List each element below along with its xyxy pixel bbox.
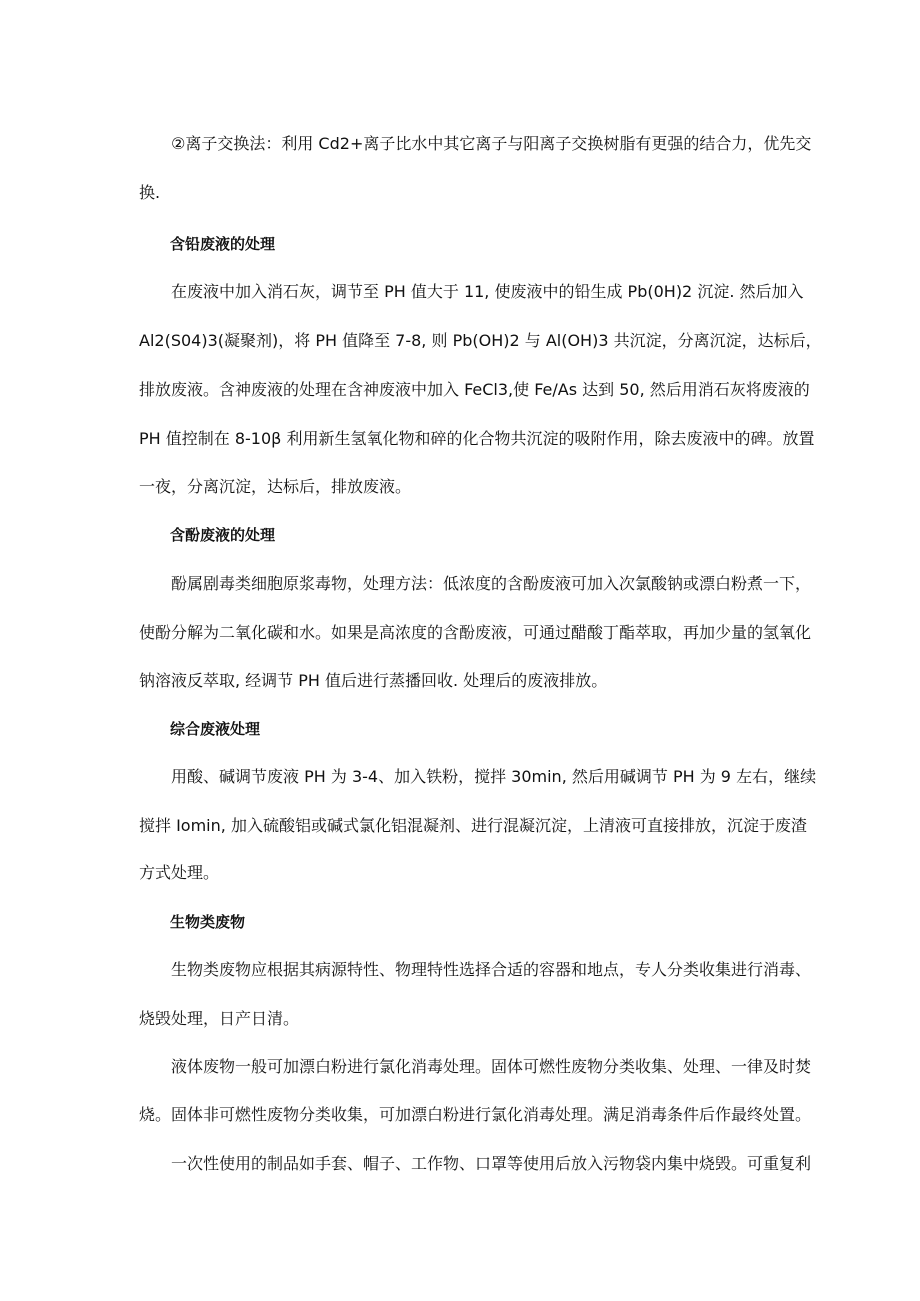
section-heading: 含酚废液的处理 [170, 526, 276, 544]
paragraph-line: 酚属剧毒类细胞原浆毒物，处理方法：低浓度的含酚废液可加入次氯酸钠或漂白粉煮一下， [139, 574, 812, 593]
paragraph-line: 一次性使用的制品如手套、帽子、工作物、口罩等使用后放入污物袋内集中烧毁。可重复利 [139, 1154, 812, 1173]
paragraph-line: 液体废物一般可加漂白粉进行氯化消毒处理。固体可燃性废物分类收集、处理、一律及时焚 [139, 1057, 812, 1076]
paragraph-line: 用酸、碱调节废液 PH 为 3-4、加入铁粉，搅拌 30min, 然后用碱调节 PH 为 9 左右，继续 [139, 767, 817, 786]
section-heading: 含铅废液的处理 [170, 235, 276, 253]
paragraph-line: 一夜，分离沉淀，达标后，排放废液。 [139, 477, 412, 496]
paragraph-line: 在废液中加入消石灰，调节至 PH 值大于 11, 使废液中的铅生成 Pb(0H)2 沉淀. 然后加入 [139, 282, 804, 301]
paragraph-line: ②离子交换法：利用 Cd2+离子比水中其它离子与阳离子交换树脂有更强的结合力，优先交 [139, 134, 812, 153]
paragraph-line: 钠溶液反萃取, 经调节 PH 值后进行蒸播回收. 处理后的废液排放。 [139, 671, 608, 690]
paragraph-line: Al2(S04)3(凝聚剂)，将 PH 值降至 7-8, 则 Pb(OH)2 与 Al(OH)3 共沉淀，分离沉淀，达标后， [139, 331, 822, 350]
paragraph-line: 生物类废物应根据其病源特性、物理特性选择合适的容器和地点，专人分类收集进行消毒、 [139, 960, 812, 979]
paragraph-line: 使酚分解为二氧化碳和水。如果是高浓度的含酚废液，可通过醋酸丁酯萃取，再加少量的氢氧化 [139, 623, 812, 642]
paragraph-line: 烧毁处理，日产日清。 [139, 1009, 300, 1028]
paragraph-line: PH 值控制在 8-10β 利用新生氢氧化物和碎的化合物共沉淀的吸附作用，除去废液中的碑。放置 [139, 429, 815, 448]
paragraph-line: 方式处理。 [139, 863, 220, 882]
section-heading: 生物类废物 [170, 913, 246, 931]
paragraph-line: 搅拌 Iomin, 加入硫酸铝或碱式氯化铝混凝剂、进行混凝沉淀，上清液可直接排放，沉淀于废渣 [139, 816, 807, 835]
paragraph-line: 排放废液。含神废液的处理在含神废液中加入 FeCl3,使 Fe/As 达到 50, 然后用消石灰将废液的 [139, 380, 810, 399]
paragraph-line: 烧。固体非可燃性废物分类收集，可加漂白粉进行氯化消毒处理。满足消毒条件后作最终处置。 [139, 1105, 812, 1124]
section-heading: 综合废液处理 [170, 720, 261, 738]
paragraph-line: 换. [139, 183, 161, 202]
